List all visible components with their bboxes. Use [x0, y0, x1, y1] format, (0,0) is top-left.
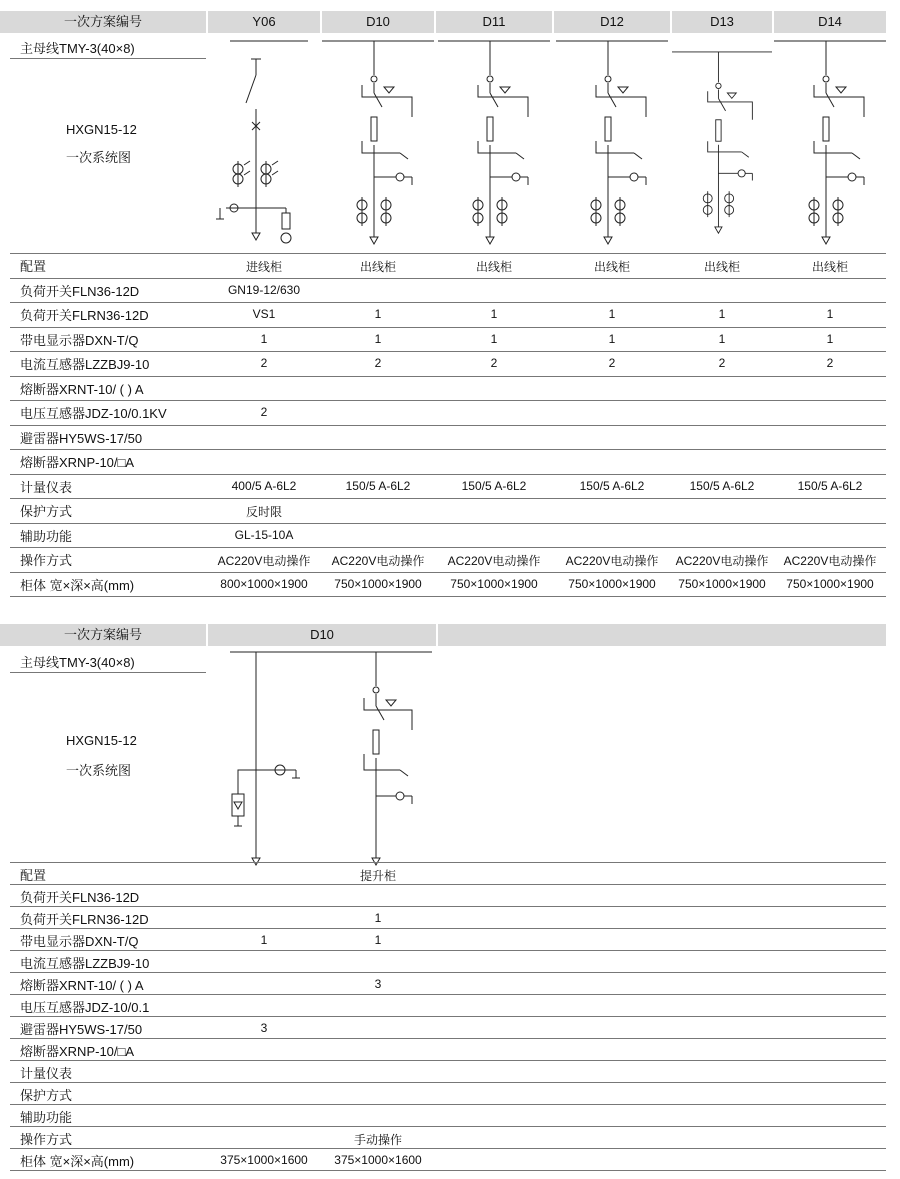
row-value: 1	[608, 307, 616, 321]
outgoing-cabinet-diagram-d10	[322, 33, 434, 253]
divider	[10, 672, 206, 673]
row-value: AC220V电动操作	[783, 554, 877, 568]
row-value: 1	[490, 331, 498, 346]
busbar-label: 主母线TMY-3(40×8)	[20, 655, 135, 670]
row-label: 柜体 宽×深×高(mm)	[20, 1154, 135, 1169]
row-value: 1	[374, 307, 382, 321]
row-value: 2	[260, 356, 268, 370]
row-label: 熔断器XRNP-10/□A	[20, 1044, 135, 1059]
row-value: GL-15-10A	[234, 527, 294, 542]
system-model: HXGN15-12	[66, 122, 137, 137]
row-value: 1	[826, 331, 834, 346]
column-header-d10: D10	[208, 624, 436, 646]
column-header-d11: D11	[436, 11, 552, 33]
row-label: 计量仪表	[20, 1066, 73, 1081]
row-value: 2	[490, 356, 498, 370]
outgoing-cabinet-diagram-d12	[554, 33, 670, 253]
row-value: 手动操作	[353, 1133, 402, 1147]
row-value: AC220V电动操作	[565, 554, 659, 568]
row-divider	[10, 449, 886, 450]
row-value: 1	[260, 331, 268, 346]
row-value: AC220V电动操作	[675, 554, 769, 568]
row-divider	[10, 1082, 886, 1083]
row-label: 熔断器XRNP-10/□A	[20, 455, 135, 470]
row-divider	[10, 572, 886, 573]
row-label: 辅助功能	[20, 528, 73, 544]
row-value: 2	[608, 356, 616, 370]
row-divider	[10, 327, 886, 328]
row-value: 150/5 A-6L2	[797, 478, 863, 493]
row-divider	[10, 928, 886, 929]
row-value: 2	[826, 356, 834, 370]
row-divider	[10, 884, 886, 885]
row-label: 带电显示器DXN-T/Q	[20, 332, 139, 348]
header-label: 一次方案编号	[0, 11, 206, 33]
row-value: 375×1000×1600	[334, 1153, 422, 1167]
row-value: 750×1000×1900	[334, 576, 422, 591]
row-value: 1	[490, 307, 498, 321]
outgoing-cabinet-diagram-d11	[436, 33, 552, 253]
row-value: 提升柜	[359, 869, 396, 883]
row-value: 750×1000×1900	[450, 576, 538, 591]
row-value: 1	[718, 307, 726, 321]
row-divider	[10, 474, 886, 475]
row-value: 400/5 A-6L2	[231, 478, 297, 493]
row-divider	[10, 302, 886, 303]
row-value: 1	[260, 933, 268, 947]
row-value: 375×1000×1600	[220, 1153, 308, 1167]
row-value: 3	[260, 1021, 268, 1035]
row-divider	[10, 1170, 886, 1171]
row-divider	[10, 972, 886, 973]
row-divider	[10, 253, 886, 254]
row-value: 750×1000×1900	[568, 576, 656, 591]
incoming-cabinet-diagram	[208, 33, 320, 253]
row-label: 负荷开关FLRN36-12D	[20, 308, 149, 323]
system-diagram-title: 一次系统图	[66, 150, 132, 165]
row-divider	[10, 1038, 886, 1039]
system-diagram-title: 一次系统图	[66, 763, 132, 778]
row-label: 配置	[20, 259, 47, 274]
row-value: 2	[374, 356, 382, 370]
scheme-table-1	[0, 11, 900, 603]
column-header-d14: D14	[774, 11, 886, 33]
row-value: 800×1000×1900	[220, 576, 308, 591]
row-value: 2	[718, 356, 726, 370]
row-label: 负荷开关FLN36-12D	[20, 283, 140, 299]
row-divider	[10, 950, 886, 951]
row-value: 150/5 A-6L2	[689, 478, 755, 493]
row-divider	[10, 1126, 886, 1127]
header-label: 一次方案编号	[0, 624, 206, 646]
system-model: HXGN15-12	[66, 733, 137, 748]
row-divider	[10, 425, 886, 426]
header-blank	[438, 624, 886, 646]
row-divider	[10, 906, 886, 907]
row-divider	[10, 862, 886, 863]
row-label: 电压互感器JDZ-10/0.1KV	[20, 406, 167, 421]
row-value: 出线柜	[475, 260, 512, 274]
divider	[10, 58, 206, 59]
row-value: GN19-12/630	[227, 282, 301, 297]
row-value: 1	[826, 307, 834, 321]
row-label: 保护方式	[20, 1088, 73, 1103]
row-value: 150/5 A-6L2	[461, 478, 527, 493]
row-label: 辅助功能	[20, 1110, 73, 1125]
row-value: 150/5 A-6L2	[579, 478, 645, 493]
row-divider	[10, 376, 886, 377]
row-value: AC220V电动操作	[217, 554, 311, 568]
row-value: AC220V电动操作	[447, 554, 541, 568]
row-divider	[10, 1060, 886, 1061]
row-divider	[10, 1104, 886, 1105]
outgoing-cabinet-diagram-d14	[774, 33, 886, 253]
row-divider	[10, 400, 886, 401]
row-value: 出线柜	[359, 260, 396, 274]
row-value: 150/5 A-6L2	[345, 478, 411, 493]
row-label: 熔断器XRNT-10/ ( ) A	[20, 978, 144, 993]
row-value: 出线柜	[593, 260, 630, 274]
row-divider	[10, 1148, 886, 1149]
row-divider	[10, 498, 886, 499]
row-value: 1	[374, 331, 382, 346]
row-value: 750×1000×1900	[678, 576, 766, 591]
row-label: 操作方式	[20, 553, 73, 568]
row-divider	[10, 523, 886, 524]
row-label: 计量仪表	[20, 479, 73, 495]
row-divider	[10, 596, 886, 597]
row-label: 柜体 宽×深×高(mm)	[20, 577, 135, 593]
column-header-d10: D10	[322, 11, 434, 33]
row-divider	[10, 351, 886, 352]
row-value: 3	[374, 977, 382, 991]
column-header-y06: Y06	[208, 11, 320, 33]
row-value: 2	[260, 405, 268, 419]
row-value: 750×1000×1900	[786, 576, 874, 591]
row-value: VS1	[252, 307, 276, 321]
riser-cabinet-diagram	[208, 646, 436, 866]
row-divider	[10, 547, 886, 548]
column-header-d12: D12	[554, 11, 670, 33]
row-value: 1	[718, 331, 726, 346]
row-value: 反时限	[245, 505, 282, 519]
scheme-table-2	[0, 624, 900, 1174]
row-label: 操作方式	[20, 1132, 73, 1147]
row-label: 熔断器XRNT-10/ ( ) A	[20, 381, 144, 397]
row-label: 电流互感器LZZBJ9-10	[20, 956, 150, 971]
row-divider	[10, 278, 886, 279]
outgoing-cabinet-diagram-d13	[672, 33, 772, 253]
row-label: 避雷器HY5WS-17/50	[20, 430, 143, 446]
row-value: 进线柜	[245, 260, 282, 274]
row-value: 出线柜	[811, 260, 848, 274]
row-value: 1	[374, 933, 382, 947]
row-label: 负荷开关FLRN36-12D	[20, 912, 149, 927]
row-label: 保护方式	[20, 504, 73, 519]
row-label: 电压互感器JDZ-10/0.1	[20, 1000, 150, 1015]
row-divider	[10, 1016, 886, 1017]
row-label: 负荷开关FLN36-12D	[20, 890, 140, 905]
row-label: 避雷器HY5WS-17/50	[20, 1022, 143, 1037]
row-label: 电流互感器LZZBJ9-10	[20, 357, 150, 372]
row-value: 1	[608, 331, 616, 346]
row-value: 1	[374, 911, 382, 925]
row-label: 配置	[20, 868, 47, 883]
row-label: 带电显示器DXN-T/Q	[20, 934, 139, 949]
row-divider	[10, 994, 886, 995]
row-value: 出线柜	[703, 260, 740, 274]
column-header-d13: D13	[672, 11, 772, 33]
busbar-label: 主母线TMY-3(40×8)	[20, 41, 135, 56]
row-value: AC220V电动操作	[331, 554, 425, 568]
